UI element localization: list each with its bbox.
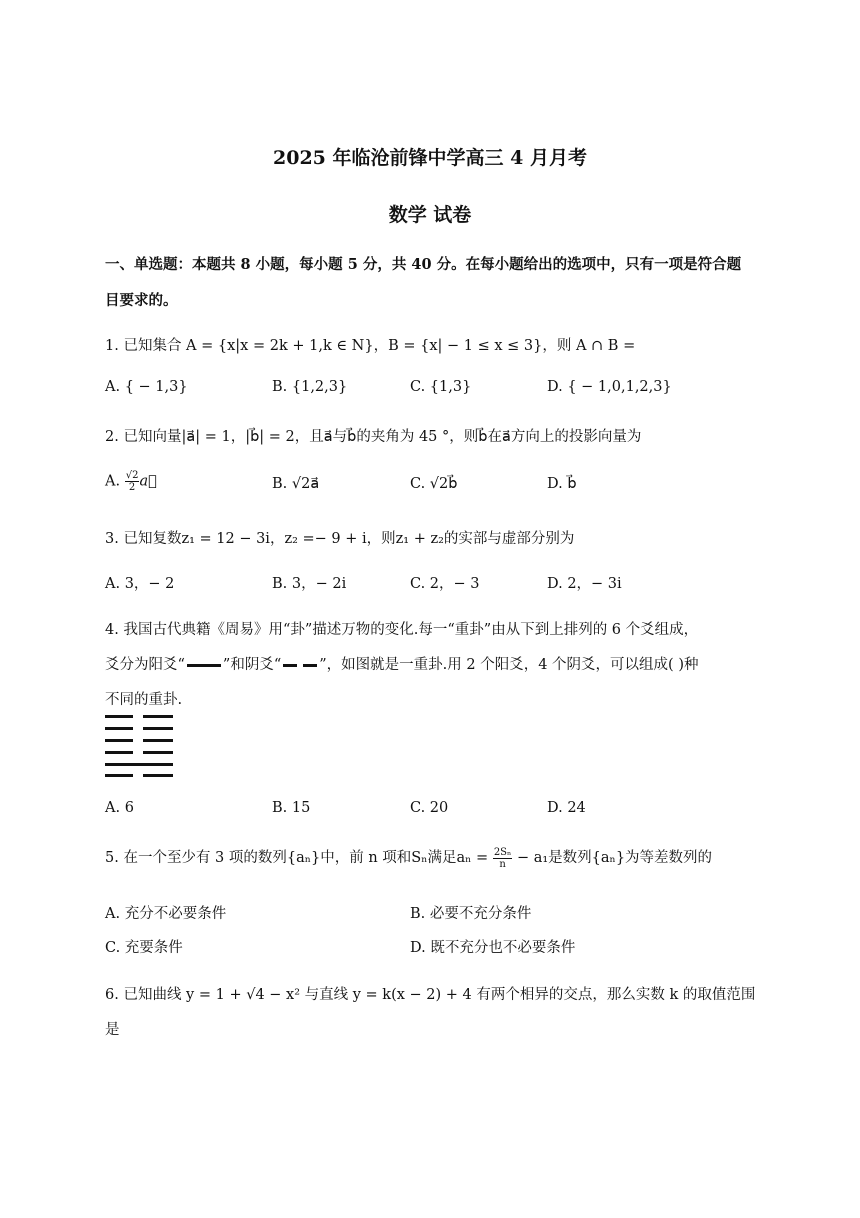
hexagram-line-2-yang [105, 763, 173, 766]
question-5-option-b: B. 必要不充分条件 [410, 906, 532, 922]
question-4-option-d: D. 24 [547, 800, 586, 816]
question-1-option-d: D. { − 1,0,1,2,3} [547, 379, 672, 395]
yin-line-symbol [283, 657, 317, 673]
question-1-option-a: A. { − 1,3} [105, 379, 188, 395]
question-4-option-c: C. 20 [410, 800, 449, 816]
question-5-option-a: A. 充分不必要条件 [105, 906, 227, 922]
exam-title: 2025 年临沧前锋中学高三 4 月月考 [273, 147, 587, 169]
question-4-option-a: A. 6 [105, 800, 134, 816]
question-5-option-d: D. 既不充分也不必要条件 [410, 940, 576, 956]
question-4-stem-line3: 不同的重卦. [105, 692, 183, 708]
question-1-option-c: C. {1,3} [410, 379, 472, 395]
hexagram-line-4-yin-right [143, 739, 173, 742]
hexagram-line-6-yin-left [105, 715, 133, 718]
question-2-option-b: B. √2a⃗ [272, 476, 320, 492]
question-3-option-c: C. 2，− 3 [410, 576, 480, 592]
fraction: $\frac{\text{2Sₙ}}{n}$ [493, 846, 512, 870]
hexagram-line-1-yin-left [105, 774, 133, 777]
question-3-option-a: A. 3，− 2 [105, 576, 175, 592]
question-2-stem: 2. 已知向量|a⃗| = 1，|b⃗| = 2，且a⃗与b⃗的夹角为 45 °，则b⃗在a⃗方向上的投影向量为 [105, 429, 642, 445]
hexagram-line-4-yin-left [105, 739, 133, 742]
yang-line-symbol [187, 664, 221, 667]
question-2-option-c: C. √2b⃗ [410, 476, 458, 492]
question-1-stem: 1. 已知集合 A = {x|x = 2k + 1,k ∈ N}，B = {x| − 1 ≤ x ≤ 3}，则 A ∩ B = [105, 338, 636, 354]
hexagram-line-1-yin-right [143, 774, 173, 777]
question-5-option-c: C. 充要条件 [105, 940, 183, 956]
fraction: $\frac{√2}{2}$ [125, 470, 139, 493]
hexagram-line-3-yin-right [143, 751, 173, 754]
exam-subtitle: 数学 试卷 [388, 204, 472, 226]
question-2-option-d: D. b⃗ [547, 476, 577, 492]
hexagram-line-6-yin-right [143, 715, 173, 718]
question-4-option-b: B. 15 [272, 800, 311, 816]
question-4-stem-line2: 爻分为阳爻“ ”和阴爻“ ”，如图就是一重卦.用 2 个阳爻，4 个阴爻，可以组成( )种 [105, 657, 699, 673]
question-4-stem-line1: 4. 我国古代典籍《周易》用“卦”描述万物的变化.每一“重卦”由从下到上排列的 6 个爻组成， [105, 622, 699, 638]
section-heading-cont: 目要求的。 [105, 292, 178, 309]
question-2-option-a: A. $\frac{√2}{2}$ a⃗ [105, 470, 157, 493]
hexagram-figure [105, 712, 175, 778]
question-6-stem-line1: 6. 已知曲线 y = 1 + √4 − x² 与直线 y = k(x − 2) + 4 有两个相异的交点，那么实数 k 的取值范围 [105, 987, 756, 1003]
question-6-stem-line2: 是 [105, 1022, 120, 1038]
question-1-option-b: B. {1,2,3} [272, 379, 348, 395]
section-heading: 一、单选题：本题共 8 小题，每小题 5 分，共 40 分。在每小题给出的选项中，只有一项是符合题 [105, 256, 742, 273]
question-3-option-d: D. 2，− 3i [547, 576, 622, 592]
hexagram-line-3-yin-left [105, 751, 133, 754]
hexagram-line-5-yin-left [105, 727, 133, 730]
question-3-stem: 3. 已知复数z₁ = 12 − 3i，z₂ =− 9 + i，则z₁ + z₂的实部与虚部分别为 [105, 531, 575, 547]
question-3-option-b: B. 3，− 2i [272, 576, 347, 592]
question-5-stem: 5. 在一个至少有 3 项的数列{aₙ}中，前 n 项和Sₙ满足aₙ = $\frac{\text{2Sₙ}}{n}$ − a₁是数列{aₙ}为等差数列的 [105, 846, 713, 870]
hexagram-line-5-yin-right [143, 727, 173, 730]
